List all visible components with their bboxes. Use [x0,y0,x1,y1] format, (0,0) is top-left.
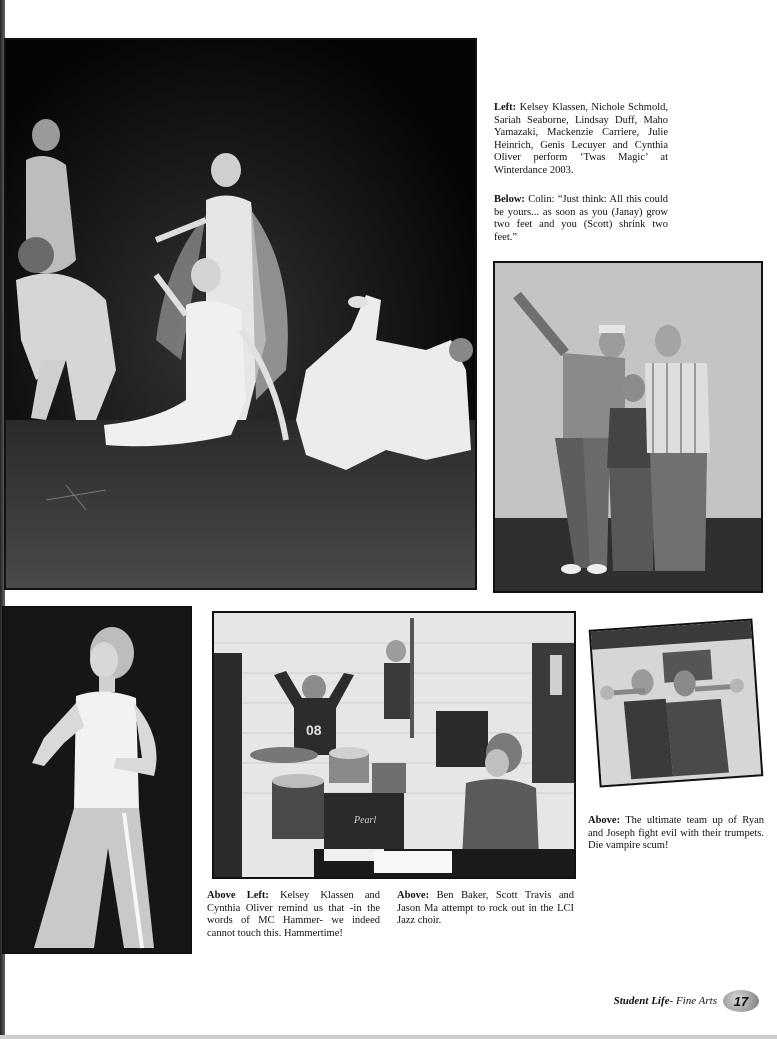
caption-left-dance [494,102,668,190]
hammertime-dancer-illustration [4,608,190,952]
caption-text: Colin: “Just think: All this could be yours... as soon as you (Janay) grow two feet and you (Scott) shrink two feet.” [494,194,669,243]
jazz-choir-illustration [214,613,574,877]
caption-text: Kelsey Klassen, Nichole Schmold, Sariah Seaborne, Lindsay Duff, Maho Yamazaki, Mackenzie Carriere, Julie Heinrich, Genis Lecuyer and Cynthia Oliver perform ‘Twas Magic’ at Winterdance 2003. [494,102,668,176]
page-footer [614,990,759,1012]
caption-above-left-hammer [207,890,380,952]
caption-above-jazz [397,890,574,940]
hammertime-dancer-photo [2,606,192,954]
trumpet-players-photo [589,618,764,787]
page-bottom-edge [0,1035,777,1039]
caption-above-trumpets [588,815,764,865]
caption-lead: Above Left: [207,890,269,901]
trumpet-players-illustration [591,621,761,786]
dance-performance-illustration [6,40,475,588]
svg-text:Pearl: Pearl [354,815,377,826]
caption-text: Kelsey Klassen and Cynthia Oliver remind us that -in the words of MC Hammer- we indeed cannot touch this. Hammertime! [207,890,380,939]
three-students-illustration [495,263,761,591]
footer-subsection-title: Fine Arts [675,995,717,1007]
caption-text: Ben Baker, Scott Travis and Jason Ma attempt to rock out in the LCI Jazz choir. [397,890,575,927]
caption-lead: Left: [494,102,517,113]
svg-text:08: 08 [306,722,322,738]
jazz-choir-photo [212,611,576,879]
caption-lead: Above: [588,815,621,826]
three-students-photo [493,261,763,593]
page-number-badge: 17 [723,990,759,1012]
caption-lead: Above: [397,890,430,901]
caption-below-colin [494,194,668,256]
caption-lead: Below: [494,194,525,205]
footer-section-title: Student Life- [613,995,674,1007]
dance-performance-photo [4,38,477,590]
caption-text: The ultimate team up of Ryan and Joseph fight evil with their trumpets. Die vampire scum! [588,815,764,852]
